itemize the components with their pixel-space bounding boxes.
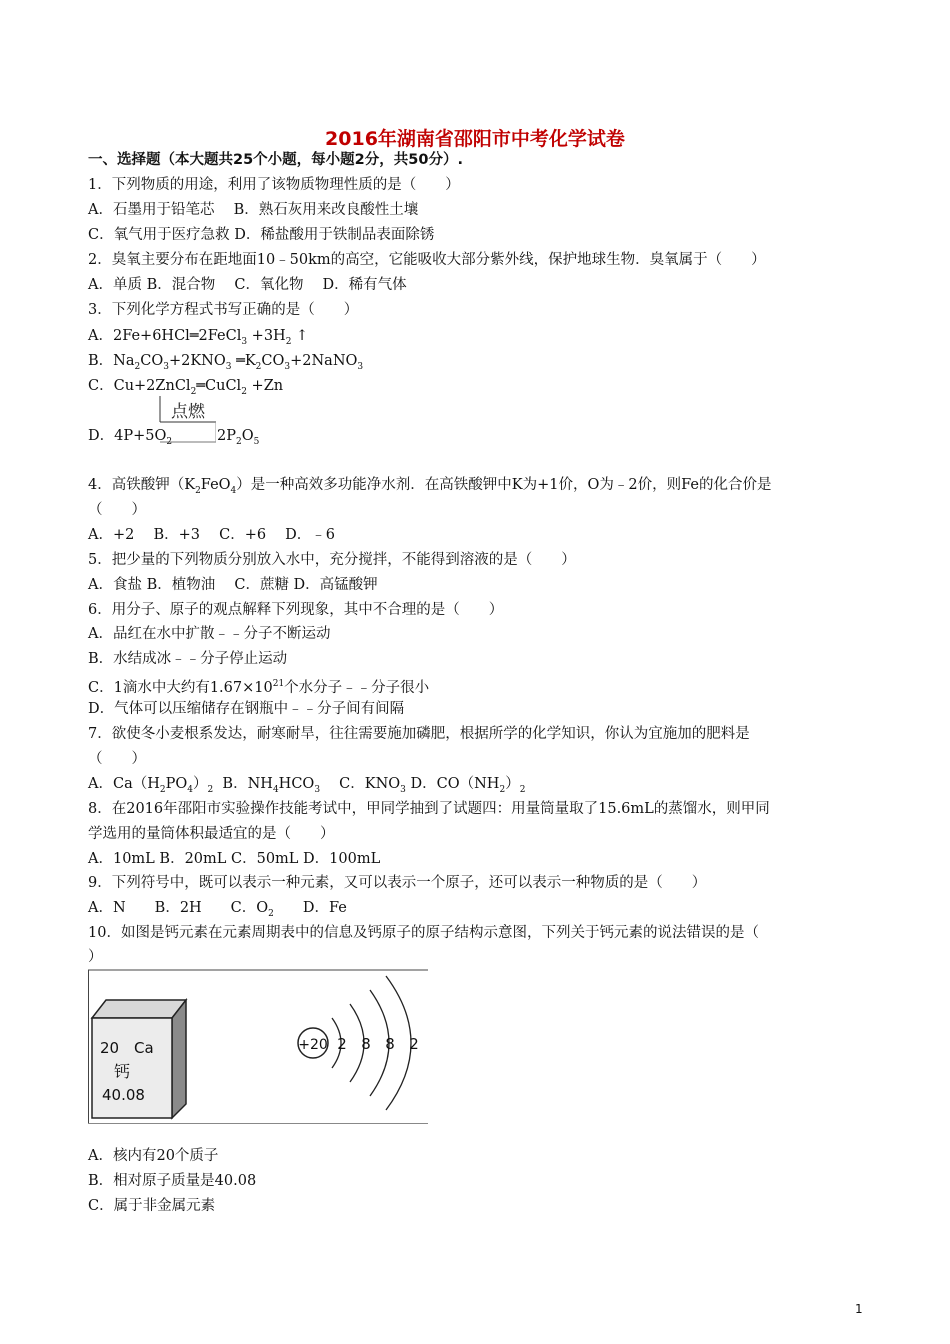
section-heading: 一、选择题（本大题共25个小题，每小题2分，共50分）. <box>88 152 463 168</box>
question-3-option-a: A．2Fe+6HCl═2FeCl$_3$ $+3H_2$ ↑ <box>88 328 309 347</box>
atomic-structure-diagram <box>298 976 419 1110</box>
question-8-options: A．10mL B．20mL C．50mL D．100mL <box>88 851 381 867</box>
question-1-options-cd: C．氧气用于医疗急救 D．稀盐酸用于铁制品表面除锈 <box>88 227 435 243</box>
question-7-paren: （ ） <box>88 751 146 767</box>
question-3-option-b: B．$Na_2CO_3+2KNO_3$ $═K_2CO_3+2NaNO_3$ <box>88 353 364 372</box>
question-3-option-d-lhs: D．$4P+5O_2$ <box>88 428 173 447</box>
question-5: 5．把少量的下列物质分别放入水中，充分搅拌，不能得到溶液的是（ ） <box>88 552 576 568</box>
question-6-option-b: B．水结成冰﹣﹣分子停止运动 <box>88 651 288 667</box>
question-6-option-c: C．1滴水中大约有$1.67\times 10^{21}$个水分子﹣﹣分子很小 <box>88 679 430 696</box>
atomic-mass: 40.08 <box>102 1086 145 1104</box>
question-3: 3．下列化学方程式书写正确的是（ ） <box>88 302 359 318</box>
calcium-figure <box>88 968 428 1124</box>
question-6: 6．用分子、原子的观点解释下列现象，其中不合理的是（ ） <box>88 602 504 618</box>
ignition-label: 点燃 <box>171 402 205 422</box>
question-7-options: A．$Ca(H_2PO_4)_2$ B．$NH_4HCO_3$ C．$KNO_3$ D．$CO(NH_2)_2$ <box>88 776 526 795</box>
question-10: 10．如图是钙元素在元素周期表中的信息及钙原子的原子结构示意图，下列关于钙元素的说法错误的是（ <box>88 925 759 941</box>
question-4-options: A．+2 B．+3 C．+6 D．﹣6 <box>88 527 336 543</box>
question-10-cont: ） <box>88 949 103 965</box>
question-6-option-a: A．品红在水中扩散﹣﹣分子不断运动 <box>88 626 331 642</box>
shell-2-count: 8 <box>361 1035 371 1053</box>
question-10-option-a: A．核内有20个质子 <box>88 1148 219 1164</box>
question-3-option-c: C．Cu+2ZnCl$_2$═CuCl$_2$ +Zn <box>88 378 284 397</box>
question-2-options: A．单质 B．混合物 C．氧化物 D．稀有气体 <box>88 277 407 293</box>
shell-1-count: 2 <box>337 1035 347 1053</box>
question-1: 1．下列物质的用途，利用了该物质物理性质的是（ ） <box>88 177 460 193</box>
question-7: 7．欲使冬小麦根系发达，耐寒耐旱，往往需要施加磷肥，根据所学的化学知识，你认为宜施加的肥料是 <box>88 726 750 742</box>
question-4-paren: （ ） <box>88 502 146 518</box>
question-4: 4．高铁酸钾$(K_2FeO_4)$是一种高效多功能净水剂．在高铁酸钾中K为+1价，O为﹣2价，则Fe的化合价是 <box>88 477 772 496</box>
question-8-cont: 学选用的量筒体积最适宜的是（ ） <box>88 826 335 842</box>
shell-3-count: 8 <box>385 1035 395 1053</box>
page-number: 1 <box>855 1302 863 1316</box>
element-name: 钙 <box>114 1062 131 1081</box>
shell-4-count: 2 <box>409 1035 419 1053</box>
question-9-options: A．N B．2H C．$O_2$ D．Fe <box>88 900 347 919</box>
periodic-table-cell <box>92 1000 186 1118</box>
question-1-options-ab: A．石墨用于铅笔芯 B．熟石灰用来改良酸性土壤 <box>88 202 419 218</box>
question-10-option-c: C．属于非金属元素 <box>88 1198 216 1214</box>
question-6-option-d: D．气体可以压缩储存在钢瓶中﹣﹣分子间有间隔 <box>88 701 405 717</box>
question-8: 8．在2016年邵阳市实验操作技能考试中，甲同学抽到了试题四：用量筒量取了15.6mL的蒸馏水，则甲同 <box>88 801 770 817</box>
question-2: 2．臭氧主要分布在距地面10﹣50km的高空，它能吸收大部分紫外线，保护地球生物．臭氧属于（ ） <box>88 252 766 268</box>
question-5-options: A．食盐 B．植物油 C．蔗糖 D．高锰酸钾 <box>88 577 378 593</box>
question-10-option-b: B．相对原子质量是40.08 <box>88 1173 257 1189</box>
question-3-option-d-rhs: $2P_2O_5$ <box>217 428 260 447</box>
page-title: 2016年湖南省邵阳市中考化学试卷 <box>325 128 625 150</box>
question-9: 9．下列符号中，既可以表示一种元素，又可以表示一个原子，还可以表示一种物质的是（ ） <box>88 875 707 891</box>
element-symbol: Ca <box>134 1039 154 1057</box>
nucleus-charge: +20 <box>298 1037 328 1053</box>
atomic-number: 20 <box>100 1039 120 1057</box>
